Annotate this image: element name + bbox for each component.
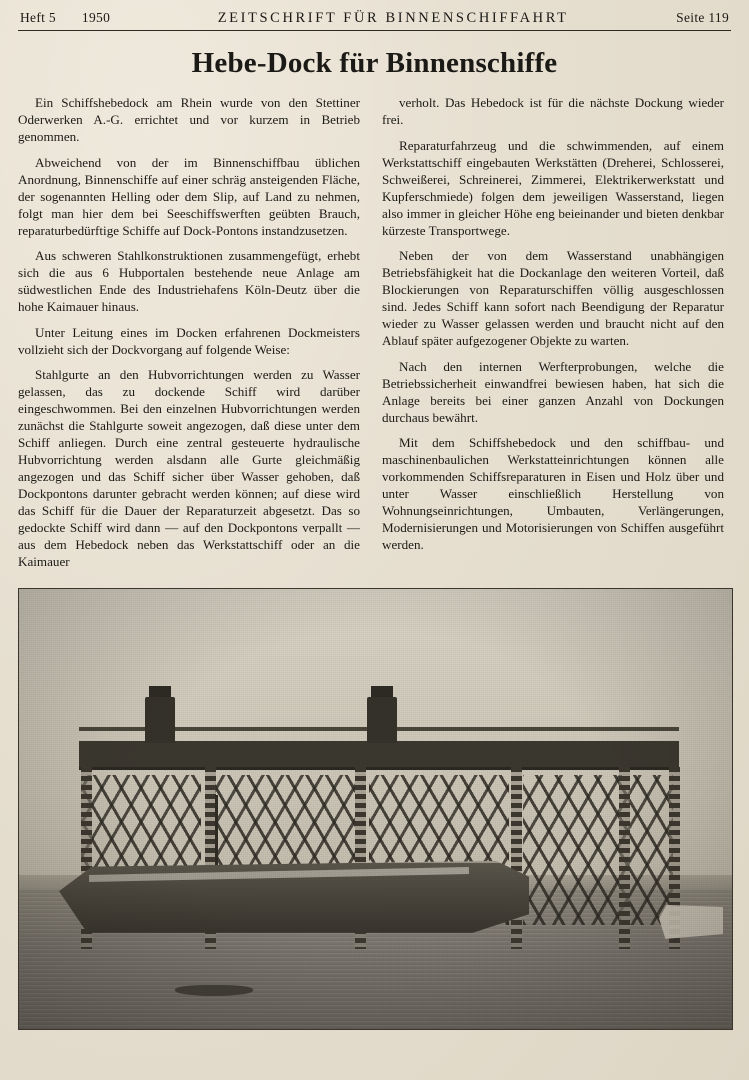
paragraph: Nach den internen Werfterprobungen, welche die Betriebssicherheit einwandfrei bewiesen haben, hat sich die Anlage bereits bei einer ganzen Anzahl von Dockungen durchaus bewährt. — [382, 358, 724, 425]
paragraph: Mit dem Schiffshebedock und den schiffbau- und maschinenbaulichen Werkstatteinrichtungen können alle vorkommenden Schiffsreparaturen in Eisen und Holz über und unter Wasser einschließlich Herstellung von Wohnungseinrichtungen, Umbauten, Verlängerungen, Modernisierungen und Motorisierungen von Schiffen ausgeführt werden. — [382, 435, 724, 553]
article-body — [18, 94, 731, 579]
issue-label: Heft 5 — [20, 10, 56, 25]
running-head-left — [20, 10, 110, 26]
header-divider — [18, 30, 731, 31]
paragraph: Reparaturfahrzeug und die schwimmenden, auf einem Werkstattschiff eingebauten Werkstätten (Dreherei, Schlosserei, Schweißerei, Schreinerei, Zimmerei, Elektrikerwerkstatt und Kupferschmiede) folgen dem jeweiligen Wasserstand, liegen also immer in gleicher Höhe eng beieinander und bieten denkbar kürzeste Transportwege. — [382, 137, 724, 238]
paragraph: Abweichend von der im Binnenschiffbau üblichen Anordnung, Binnenschiffe auf einer schräg ansteigenden Fläche, der sogenannten Helling oder dem Slip, auf Land zu nehmen, folgt man hier dem bei Seeschiffswerften geübten Brauch, reparaturbedürftige Schiffe auf Dock-Pontons instandzusetzen. — [18, 154, 360, 238]
left-column — [18, 94, 360, 579]
year-label: 1950 — [81, 10, 111, 25]
journal-title: ZEITSCHRIFT FÜR BINNENSCHIFFAHRT — [217, 10, 569, 26]
right-column — [382, 94, 724, 562]
paragraph: verholt. Das Hebedock ist für die nächste Dockung wieder frei. — [382, 95, 724, 128]
photo-vignette — [19, 589, 732, 1029]
paragraph: Stahlgurte an den Hubvorrichtungen werden zu Wasser gelassen, das zu dockende Schiff wird darüber eingeschwommen. Bei den einzelnen Hubvorrichtungen werden zunächst die Stahlgurte soweit angezogen, daß diese unter dem Schiff anliegen. Durch eine zentral gesteuerte hydraulische Hubvorrichtung werden alsdann alle Gurte gleichmäßig angezogen und das Schiff sicher über Wasser gehoben, daß Dockpontons darunter gebracht werden können; auf diese wird das Schiff für die Dauer der Reparaturzeit abgesetzt. Das so gedockte Schiff wird dann — auf den Dockpontons verpallt — aus dem Hebedock neben das Werkstattschiff oder an die Kaimauer — [18, 367, 360, 570]
running-head — [18, 10, 731, 30]
paragraph: Aus schweren Stahlkonstruktionen zusammengefügt, erhebt sich die aus 6 Hubportalen bestehende neue Anlage am südwestlichen Ende des Industriehafens Köln-Deutz über die hohe Kaimauer hinaus. — [18, 248, 360, 315]
paragraph: Unter Leitung eines im Docken erfahrenen Dockmeisters vollzieht sich der Dockvorgang auf folgende Weise: — [18, 324, 360, 357]
photo-scene — [19, 589, 732, 1029]
page-label: Seite 119 — [676, 10, 729, 25]
page-title: Hebe-Dock für Binnenschiffe — [191, 47, 558, 79]
paragraph: Neben der von dem Wasserstand unabhängigen Betriebsfähigkeit hat die Dockanlage den weiteren Vorteil, daß Blockierungen von Reparaturschiffen völlig ausgeschlossen sind. Jedes Schiff kann sofort nach Beendigung der Reparatur wieder zu Wasser gelassen werden und braucht nicht auf den Ablauf später aufgezogener Objekte zu warten. — [382, 248, 724, 349]
hebedock-photograph — [18, 588, 733, 1030]
paragraph: Ein Schiffshebedock am Rhein wurde von den Stettiner Oderwerken A.-G. errichtet und vor kurzem in Betrieb genommen. — [18, 95, 360, 145]
